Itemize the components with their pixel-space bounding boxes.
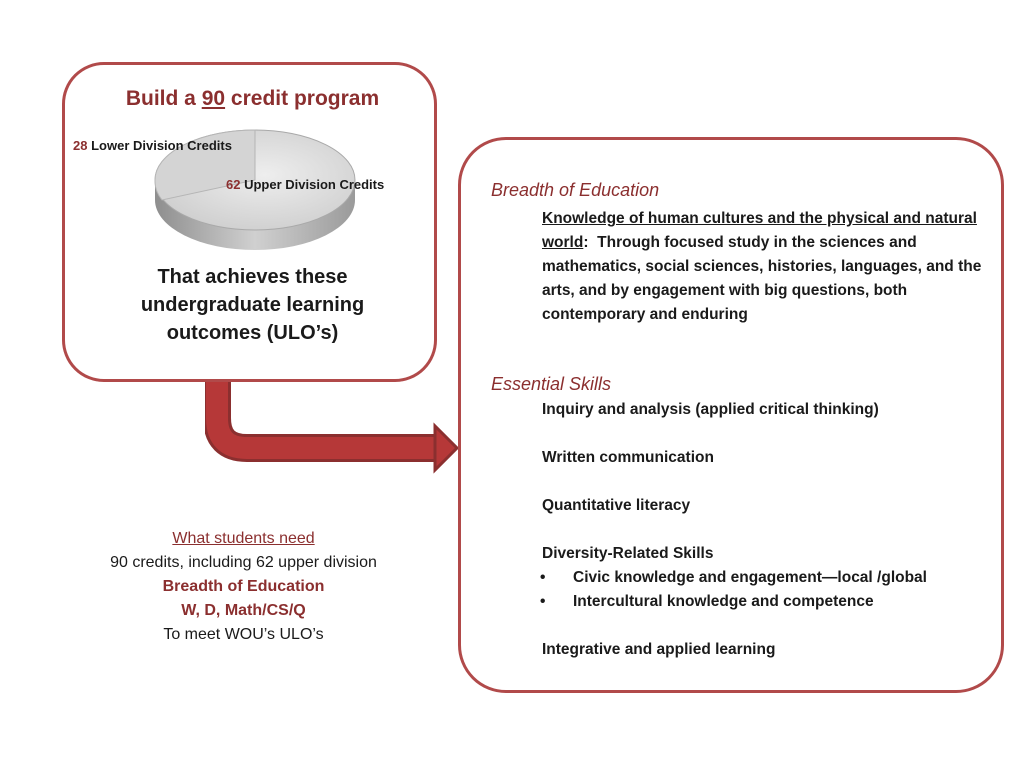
needs-ulo: To meet WOU’s ULO’s — [163, 626, 324, 643]
bullet-dot: • — [540, 593, 546, 610]
achieves-line-2: undergraduate learning — [140, 294, 365, 316]
learning-outcomes-panel — [458, 137, 1004, 693]
skill-integrative: Integrative and applied learning — [542, 641, 776, 658]
lower-credits-value: 28 — [73, 138, 88, 153]
bullet-intercultural — [540, 593, 874, 611]
title-number: 90 — [201, 87, 226, 110]
lower-credits-text: Lower Division Credits — [91, 138, 232, 153]
upper-division-label — [226, 177, 384, 192]
breadth-underlined: Knowledge of human cultures and the physical and natural world — [542, 210, 977, 251]
breadth-heading: Breadth of Education — [491, 180, 660, 200]
needs-credits: 90 credits, including 62 upper division — [110, 554, 377, 571]
bullet-civic — [540, 569, 927, 587]
title-prefix: Build a — [125, 87, 196, 110]
skill-inquiry: Inquiry and analysis (applied critical thinking) — [542, 401, 879, 418]
achieves-line-1: That achieves these — [157, 266, 348, 288]
needs-breadth: Breadth of Education — [162, 578, 325, 595]
lower-division-label — [73, 138, 232, 153]
upper-credits-value: 62 — [226, 177, 241, 192]
achieves-line-3: outcomes (ULO’s) — [166, 322, 339, 344]
breadth-colon: : — [583, 234, 589, 251]
student-needs — [60, 527, 427, 647]
breadth-rest: Through focused study in the sciences and mathematics, social sciences, histories, languages, and the arts, and by engagement with big questions, both contemporary and enduring — [542, 234, 982, 323]
panel-title — [65, 87, 440, 111]
breadth-description — [542, 207, 1002, 327]
needs-requirements: W, D, Math/CS/Q — [181, 602, 306, 619]
title-suffix: credit program — [230, 87, 380, 110]
bullet-civic-text: Civic knowledge and engagement—local /global — [573, 569, 927, 586]
skills-heading: Essential Skills — [491, 374, 612, 394]
skill-quantitative: Quantitative literacy — [542, 497, 691, 514]
connector-arrow — [205, 378, 465, 478]
bullet-intercultural-text: Intercultural knowledge and competence — [573, 593, 874, 610]
achieves-text — [65, 263, 440, 347]
credit-program-panel — [62, 62, 437, 382]
needs-heading: What students need — [172, 530, 315, 547]
skill-written: Written communication — [542, 449, 714, 466]
skill-diversity: Diversity-Related Skills — [542, 545, 714, 562]
upper-credits-text: Upper Division Credits — [244, 177, 385, 192]
bullet-dot: • — [540, 569, 546, 586]
